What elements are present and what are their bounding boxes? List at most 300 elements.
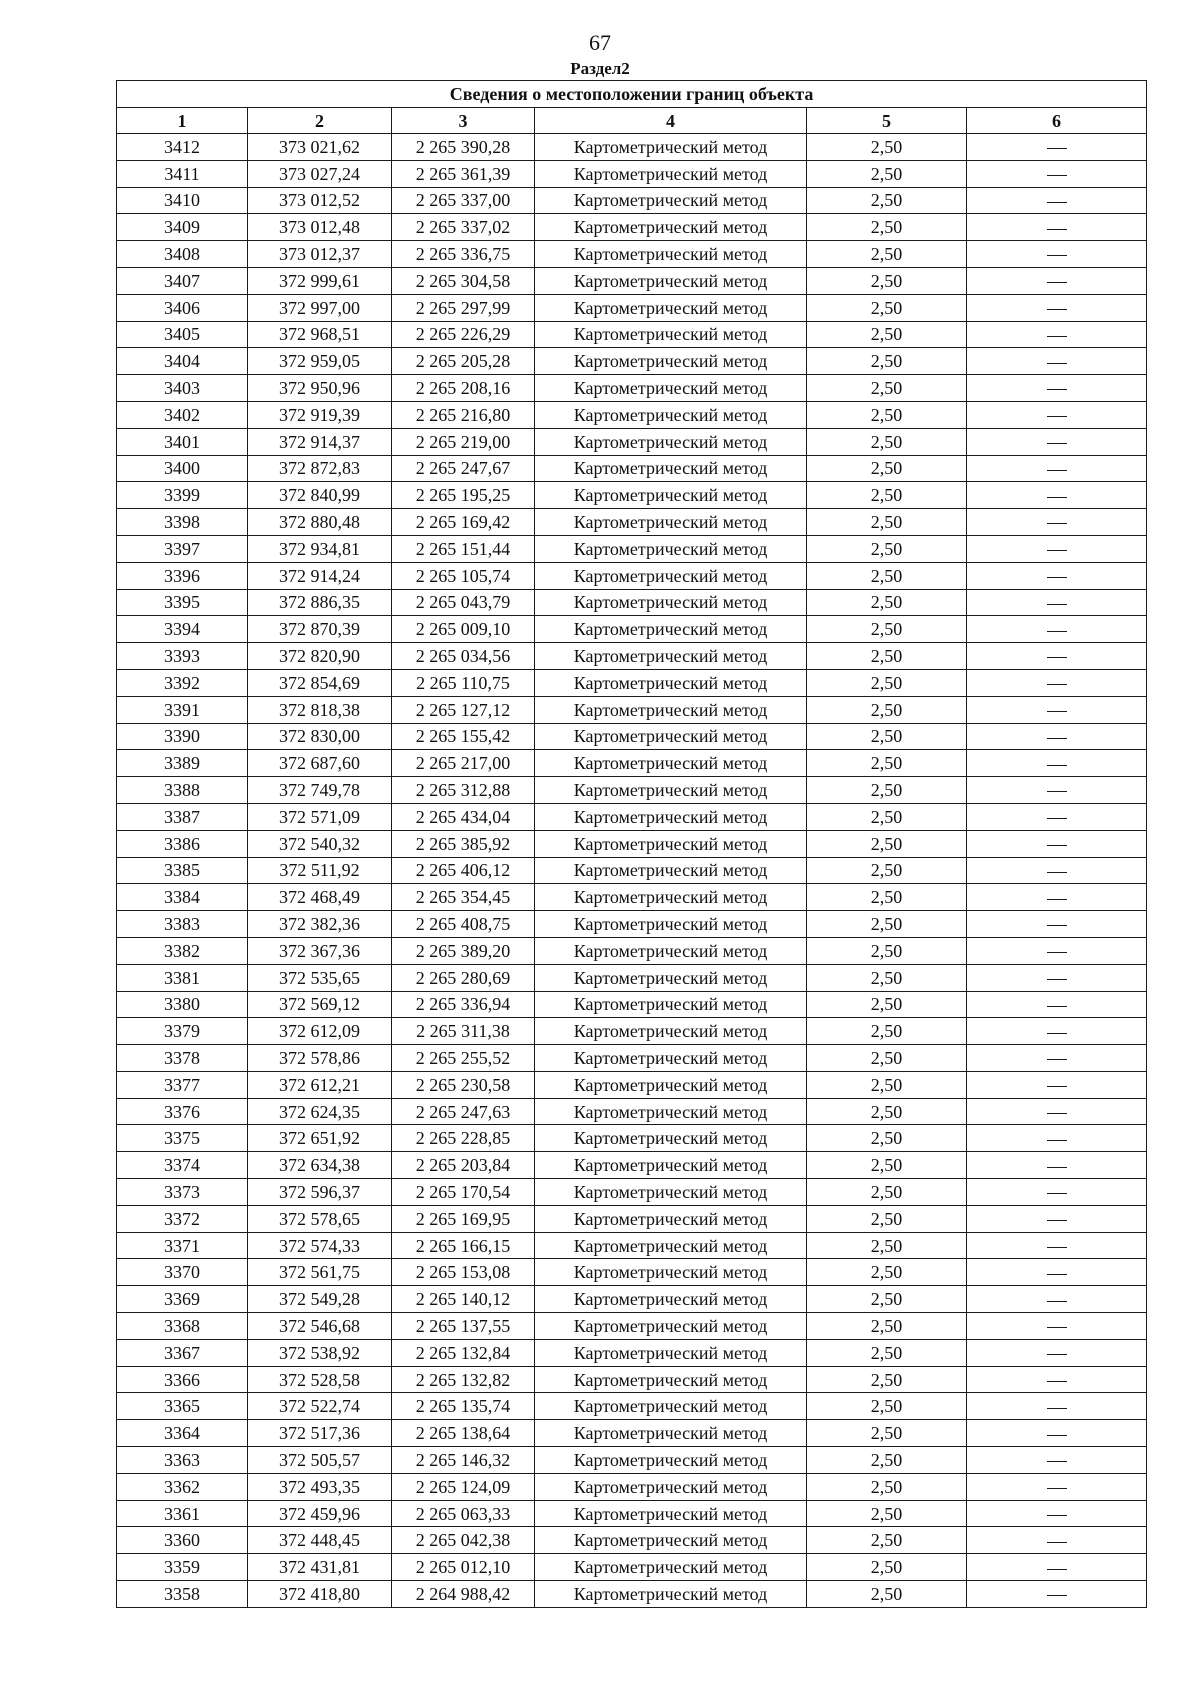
point-number-cell: 3387 xyxy=(117,803,248,830)
table-row xyxy=(117,696,1147,723)
em-dash-icon xyxy=(1047,336,1067,337)
em-dash-icon xyxy=(1047,1327,1067,1328)
accuracy-cell: 2,50 xyxy=(807,241,967,268)
description-cell xyxy=(967,1473,1147,1500)
method-cell: Картометрический метод xyxy=(535,375,807,402)
point-number-cell: 3394 xyxy=(117,616,248,643)
table-row xyxy=(117,643,1147,670)
accuracy-cell: 2,50 xyxy=(807,1366,967,1393)
point-number-cell: 3383 xyxy=(117,911,248,938)
point-number-cell: 3377 xyxy=(117,1071,248,1098)
table-row xyxy=(117,1232,1147,1259)
description-cell xyxy=(967,964,1147,991)
description-cell xyxy=(967,1152,1147,1179)
accuracy-cell: 2,50 xyxy=(807,214,967,241)
table-row xyxy=(117,1339,1147,1366)
y-coordinate-cell: 2 265 170,54 xyxy=(392,1179,535,1206)
accuracy-cell: 2,50 xyxy=(807,321,967,348)
em-dash-icon xyxy=(1047,363,1067,364)
column-number: 6 xyxy=(967,108,1147,134)
x-coordinate-cell: 372 382,36 xyxy=(248,911,392,938)
method-cell: Картометрический метод xyxy=(535,1500,807,1527)
method-cell: Картометрический метод xyxy=(535,1473,807,1500)
y-coordinate-cell: 2 265 063,33 xyxy=(392,1500,535,1527)
em-dash-icon xyxy=(1047,952,1067,953)
y-coordinate-cell: 2 265 311,38 xyxy=(392,1018,535,1045)
x-coordinate-cell: 372 517,36 xyxy=(248,1420,392,1447)
point-number-cell: 3396 xyxy=(117,562,248,589)
x-coordinate-cell: 372 818,38 xyxy=(248,696,392,723)
point-number-cell: 3403 xyxy=(117,375,248,402)
y-coordinate-cell: 2 265 385,92 xyxy=(392,830,535,857)
y-coordinate-cell: 2 265 166,15 xyxy=(392,1232,535,1259)
accuracy-cell: 2,50 xyxy=(807,1179,967,1206)
point-number-cell: 3358 xyxy=(117,1581,248,1608)
x-coordinate-cell: 373 021,62 xyxy=(248,134,392,161)
y-coordinate-cell: 2 265 137,55 xyxy=(392,1313,535,1340)
accuracy-cell: 2,50 xyxy=(807,1125,967,1152)
method-cell: Картометрический метод xyxy=(535,1045,807,1072)
method-cell: Картометрический метод xyxy=(535,1339,807,1366)
table-row xyxy=(117,1286,1147,1313)
point-number-cell: 3363 xyxy=(117,1447,248,1474)
accuracy-cell: 2,50 xyxy=(807,696,967,723)
table-row xyxy=(117,401,1147,428)
x-coordinate-cell: 372 749,78 xyxy=(248,777,392,804)
accuracy-cell: 2,50 xyxy=(807,1045,967,1072)
y-coordinate-cell: 2 265 361,39 xyxy=(392,160,535,187)
y-coordinate-cell: 2 265 138,64 xyxy=(392,1420,535,1447)
table-row xyxy=(117,562,1147,589)
description-cell xyxy=(967,589,1147,616)
table-row xyxy=(117,187,1147,214)
table-row xyxy=(117,1259,1147,1286)
point-number-cell: 3375 xyxy=(117,1125,248,1152)
description-cell xyxy=(967,267,1147,294)
em-dash-icon xyxy=(1047,202,1067,203)
y-coordinate-cell: 2 265 151,44 xyxy=(392,535,535,562)
method-cell: Картометрический метод xyxy=(535,160,807,187)
description-cell xyxy=(967,1420,1147,1447)
table-row xyxy=(117,509,1147,536)
x-coordinate-cell: 372 549,28 xyxy=(248,1286,392,1313)
em-dash-icon xyxy=(1047,631,1067,632)
y-coordinate-cell: 2 265 226,29 xyxy=(392,321,535,348)
y-coordinate-cell: 2 265 406,12 xyxy=(392,857,535,884)
table-row xyxy=(117,160,1147,187)
accuracy-cell: 2,50 xyxy=(807,401,967,428)
method-cell: Картометрический метод xyxy=(535,964,807,991)
em-dash-icon xyxy=(1047,1193,1067,1194)
point-number-cell: 3393 xyxy=(117,643,248,670)
em-dash-icon xyxy=(1047,1167,1067,1168)
point-number-cell: 3397 xyxy=(117,535,248,562)
table-row xyxy=(117,589,1147,616)
x-coordinate-cell: 372 624,35 xyxy=(248,1098,392,1125)
accuracy-cell: 2,50 xyxy=(807,1500,967,1527)
table-row xyxy=(117,428,1147,455)
method-cell: Картометрический метод xyxy=(535,750,807,777)
point-number-cell: 3368 xyxy=(117,1313,248,1340)
table-row xyxy=(117,884,1147,911)
method-cell: Картометрический метод xyxy=(535,1447,807,1474)
em-dash-icon xyxy=(1047,470,1067,471)
description-cell xyxy=(967,1393,1147,1420)
x-coordinate-cell: 372 546,68 xyxy=(248,1313,392,1340)
x-coordinate-cell: 372 687,60 xyxy=(248,750,392,777)
table-row xyxy=(117,321,1147,348)
y-coordinate-cell: 2 264 988,42 xyxy=(392,1581,535,1608)
y-coordinate-cell: 2 265 110,75 xyxy=(392,669,535,696)
description-cell xyxy=(967,1179,1147,1206)
em-dash-icon xyxy=(1047,791,1067,792)
em-dash-icon xyxy=(1047,1033,1067,1034)
method-cell: Картометрический метод xyxy=(535,1554,807,1581)
method-cell: Картометрический метод xyxy=(535,643,807,670)
y-coordinate-cell: 2 265 434,04 xyxy=(392,803,535,830)
x-coordinate-cell: 372 571,09 xyxy=(248,803,392,830)
description-cell xyxy=(967,428,1147,455)
accuracy-cell: 2,50 xyxy=(807,348,967,375)
description-cell xyxy=(967,1018,1147,1045)
description-cell xyxy=(967,1286,1147,1313)
point-number-cell: 3384 xyxy=(117,884,248,911)
accuracy-cell: 2,50 xyxy=(807,1527,967,1554)
point-number-cell: 3381 xyxy=(117,964,248,991)
accuracy-cell: 2,50 xyxy=(807,803,967,830)
accuracy-cell: 2,50 xyxy=(807,1098,967,1125)
method-cell: Картометрический метод xyxy=(535,1125,807,1152)
method-cell: Картометрический метод xyxy=(535,669,807,696)
method-cell: Картометрический метод xyxy=(535,1071,807,1098)
table-row xyxy=(117,1179,1147,1206)
table-row xyxy=(117,1125,1147,1152)
x-coordinate-cell: 372 997,00 xyxy=(248,294,392,321)
description-cell xyxy=(967,482,1147,509)
point-number-cell: 3400 xyxy=(117,455,248,482)
method-cell: Картометрический метод xyxy=(535,616,807,643)
point-number-cell: 3391 xyxy=(117,696,248,723)
accuracy-cell: 2,50 xyxy=(807,509,967,536)
accuracy-cell: 2,50 xyxy=(807,535,967,562)
x-coordinate-cell: 372 820,90 xyxy=(248,643,392,670)
description-cell xyxy=(967,750,1147,777)
table-row xyxy=(117,455,1147,482)
description-cell xyxy=(967,455,1147,482)
x-coordinate-cell: 372 999,61 xyxy=(248,267,392,294)
table-row xyxy=(117,348,1147,375)
em-dash-icon xyxy=(1047,1488,1067,1489)
point-number-cell: 3408 xyxy=(117,241,248,268)
method-cell: Картометрический метод xyxy=(535,589,807,616)
em-dash-icon xyxy=(1047,577,1067,578)
accuracy-cell: 2,50 xyxy=(807,1071,967,1098)
method-cell: Картометрический метод xyxy=(535,187,807,214)
accuracy-cell: 2,50 xyxy=(807,1339,967,1366)
point-number-cell: 3398 xyxy=(117,509,248,536)
description-cell xyxy=(967,562,1147,589)
description-cell xyxy=(967,937,1147,964)
em-dash-icon xyxy=(1047,1381,1067,1382)
description-cell xyxy=(967,1125,1147,1152)
point-number-cell: 3366 xyxy=(117,1366,248,1393)
y-coordinate-cell: 2 265 280,69 xyxy=(392,964,535,991)
point-number-cell: 3386 xyxy=(117,830,248,857)
point-number-cell: 3411 xyxy=(117,160,248,187)
y-coordinate-cell: 2 265 255,52 xyxy=(392,1045,535,1072)
method-cell: Картометрический метод xyxy=(535,134,807,161)
y-coordinate-cell: 2 265 140,12 xyxy=(392,1286,535,1313)
description-cell xyxy=(967,535,1147,562)
column-number: 3 xyxy=(392,108,535,134)
method-cell: Картометрический метод xyxy=(535,241,807,268)
x-coordinate-cell: 372 651,92 xyxy=(248,1125,392,1152)
table-row xyxy=(117,1098,1147,1125)
point-number-cell: 3385 xyxy=(117,857,248,884)
table-row xyxy=(117,375,1147,402)
y-coordinate-cell: 2 265 034,56 xyxy=(392,643,535,670)
em-dash-icon xyxy=(1047,899,1067,900)
table-row xyxy=(117,616,1147,643)
description-cell xyxy=(967,1045,1147,1072)
description-cell xyxy=(967,1259,1147,1286)
method-cell: Картометрический метод xyxy=(535,455,807,482)
method-cell: Картометрический метод xyxy=(535,937,807,964)
method-cell: Картометрический метод xyxy=(535,428,807,455)
accuracy-cell: 2,50 xyxy=(807,134,967,161)
y-coordinate-cell: 2 265 312,88 xyxy=(392,777,535,804)
accuracy-cell: 2,50 xyxy=(807,1420,967,1447)
x-coordinate-cell: 372 968,51 xyxy=(248,321,392,348)
table-row xyxy=(117,991,1147,1018)
point-number-cell: 3392 xyxy=(117,669,248,696)
accuracy-cell: 2,50 xyxy=(807,991,967,1018)
em-dash-icon xyxy=(1047,711,1067,712)
description-cell xyxy=(967,401,1147,428)
column-number: 2 xyxy=(248,108,392,134)
point-number-cell: 3405 xyxy=(117,321,248,348)
description-cell xyxy=(967,696,1147,723)
table-row xyxy=(117,1045,1147,1072)
x-coordinate-cell: 372 934,81 xyxy=(248,535,392,562)
table-row xyxy=(117,723,1147,750)
x-coordinate-cell: 372 569,12 xyxy=(248,991,392,1018)
table-row xyxy=(117,777,1147,804)
method-cell: Картометрический метод xyxy=(535,1018,807,1045)
method-cell: Картометрический метод xyxy=(535,1152,807,1179)
x-coordinate-cell: 372 522,74 xyxy=(248,1393,392,1420)
method-cell: Картометрический метод xyxy=(535,911,807,938)
x-coordinate-cell: 372 959,05 xyxy=(248,348,392,375)
description-cell xyxy=(967,187,1147,214)
accuracy-cell: 2,50 xyxy=(807,455,967,482)
description-cell xyxy=(967,911,1147,938)
y-coordinate-cell: 2 265 389,20 xyxy=(392,937,535,964)
em-dash-icon xyxy=(1047,497,1067,498)
description-cell xyxy=(967,1527,1147,1554)
accuracy-cell: 2,50 xyxy=(807,1393,967,1420)
em-dash-icon xyxy=(1047,1006,1067,1007)
x-coordinate-cell: 372 919,39 xyxy=(248,401,392,428)
table-row xyxy=(117,134,1147,161)
table-row xyxy=(117,241,1147,268)
y-coordinate-cell: 2 265 247,63 xyxy=(392,1098,535,1125)
x-coordinate-cell: 372 468,49 xyxy=(248,884,392,911)
description-cell xyxy=(967,1581,1147,1608)
y-coordinate-cell: 2 265 336,75 xyxy=(392,241,535,268)
table-row xyxy=(117,535,1147,562)
accuracy-cell: 2,50 xyxy=(807,669,967,696)
point-number-cell: 3404 xyxy=(117,348,248,375)
table-row xyxy=(117,750,1147,777)
table-row xyxy=(117,294,1147,321)
y-coordinate-cell: 2 265 195,25 xyxy=(392,482,535,509)
x-coordinate-cell: 372 634,38 xyxy=(248,1152,392,1179)
table-row xyxy=(117,830,1147,857)
column-number: 5 xyxy=(807,108,967,134)
em-dash-icon xyxy=(1047,1274,1067,1275)
y-coordinate-cell: 2 265 230,58 xyxy=(392,1071,535,1098)
table-row xyxy=(117,964,1147,991)
method-cell: Картометрический метод xyxy=(535,696,807,723)
em-dash-icon xyxy=(1047,872,1067,873)
description-cell xyxy=(967,1232,1147,1259)
method-cell: Картометрический метод xyxy=(535,1393,807,1420)
y-coordinate-cell: 2 265 219,00 xyxy=(392,428,535,455)
accuracy-cell: 2,50 xyxy=(807,1554,967,1581)
x-coordinate-cell: 372 511,92 xyxy=(248,857,392,884)
accuracy-cell: 2,50 xyxy=(807,830,967,857)
accuracy-cell: 2,50 xyxy=(807,482,967,509)
description-cell xyxy=(967,1554,1147,1581)
table-row xyxy=(117,1393,1147,1420)
y-coordinate-cell: 2 265 169,95 xyxy=(392,1205,535,1232)
table-row xyxy=(117,1366,1147,1393)
table-row xyxy=(117,1071,1147,1098)
method-cell: Картометрический метод xyxy=(535,1098,807,1125)
em-dash-icon xyxy=(1047,1140,1067,1141)
table-row xyxy=(117,937,1147,964)
description-cell xyxy=(967,803,1147,830)
accuracy-cell: 2,50 xyxy=(807,643,967,670)
table-row xyxy=(117,1447,1147,1474)
method-cell: Картометрический метод xyxy=(535,348,807,375)
y-coordinate-cell: 2 265 124,09 xyxy=(392,1473,535,1500)
y-coordinate-cell: 2 265 390,28 xyxy=(392,134,535,161)
accuracy-cell: 2,50 xyxy=(807,1152,967,1179)
table-row xyxy=(117,803,1147,830)
y-coordinate-cell: 2 265 153,08 xyxy=(392,1259,535,1286)
table-row xyxy=(117,1205,1147,1232)
accuracy-cell: 2,50 xyxy=(807,884,967,911)
accuracy-cell: 2,50 xyxy=(807,589,967,616)
accuracy-cell: 2,50 xyxy=(807,294,967,321)
boundary-coordinates-table xyxy=(116,80,1147,1608)
x-coordinate-cell: 372 431,81 xyxy=(248,1554,392,1581)
point-number-cell: 3406 xyxy=(117,294,248,321)
point-number-cell: 3360 xyxy=(117,1527,248,1554)
point-number-cell: 3401 xyxy=(117,428,248,455)
x-coordinate-cell: 372 830,00 xyxy=(248,723,392,750)
point-number-cell: 3395 xyxy=(117,589,248,616)
table-row xyxy=(117,1420,1147,1447)
accuracy-cell: 2,50 xyxy=(807,1205,967,1232)
table-row xyxy=(117,1313,1147,1340)
point-number-cell: 3378 xyxy=(117,1045,248,1072)
description-cell xyxy=(967,777,1147,804)
accuracy-cell: 2,50 xyxy=(807,1581,967,1608)
x-coordinate-cell: 373 012,48 xyxy=(248,214,392,241)
description-cell xyxy=(967,857,1147,884)
em-dash-icon xyxy=(1047,845,1067,846)
x-coordinate-cell: 372 886,35 xyxy=(248,589,392,616)
y-coordinate-cell: 2 265 203,84 xyxy=(392,1152,535,1179)
em-dash-icon xyxy=(1047,765,1067,766)
accuracy-cell: 2,50 xyxy=(807,964,967,991)
point-number-cell: 3359 xyxy=(117,1554,248,1581)
description-cell xyxy=(967,830,1147,857)
point-number-cell: 3402 xyxy=(117,401,248,428)
description-cell xyxy=(967,1500,1147,1527)
em-dash-icon xyxy=(1047,309,1067,310)
method-cell: Картометрический метод xyxy=(535,991,807,1018)
x-coordinate-cell: 372 840,99 xyxy=(248,482,392,509)
x-coordinate-cell: 372 528,58 xyxy=(248,1366,392,1393)
method-cell: Картометрический метод xyxy=(535,321,807,348)
point-number-cell: 3388 xyxy=(117,777,248,804)
point-number-cell: 3390 xyxy=(117,723,248,750)
accuracy-cell: 2,50 xyxy=(807,937,967,964)
y-coordinate-cell: 2 265 336,94 xyxy=(392,991,535,1018)
y-coordinate-cell: 2 265 337,00 xyxy=(392,187,535,214)
method-cell: Картометрический метод xyxy=(535,401,807,428)
point-number-cell: 3379 xyxy=(117,1018,248,1045)
section-title: Раздел2 xyxy=(570,59,630,78)
em-dash-icon xyxy=(1047,416,1067,417)
page-number: 67 xyxy=(589,30,611,55)
y-coordinate-cell: 2 265 297,99 xyxy=(392,294,535,321)
point-number-cell: 3389 xyxy=(117,750,248,777)
em-dash-icon xyxy=(1047,1301,1067,1302)
method-cell: Картометрический метод xyxy=(535,535,807,562)
x-coordinate-cell: 373 027,24 xyxy=(248,160,392,187)
method-cell: Картометрический метод xyxy=(535,1420,807,1447)
x-coordinate-cell: 372 418,80 xyxy=(248,1581,392,1608)
method-cell: Картометрический метод xyxy=(535,1232,807,1259)
em-dash-icon xyxy=(1047,1059,1067,1060)
point-number-cell: 3365 xyxy=(117,1393,248,1420)
point-number-cell: 3407 xyxy=(117,267,248,294)
table-caption-row xyxy=(117,81,1147,108)
em-dash-icon xyxy=(1047,443,1067,444)
accuracy-cell: 2,50 xyxy=(807,616,967,643)
y-coordinate-cell: 2 265 408,75 xyxy=(392,911,535,938)
accuracy-cell: 2,50 xyxy=(807,1259,967,1286)
y-coordinate-cell: 2 265 217,00 xyxy=(392,750,535,777)
column-number: 1 xyxy=(117,108,248,134)
accuracy-cell: 2,50 xyxy=(807,1286,967,1313)
method-cell: Картометрический метод xyxy=(535,509,807,536)
method-cell: Картометрический метод xyxy=(535,777,807,804)
y-coordinate-cell: 2 265 042,38 xyxy=(392,1527,535,1554)
x-coordinate-cell: 372 459,96 xyxy=(248,1500,392,1527)
em-dash-icon xyxy=(1047,1461,1067,1462)
em-dash-icon xyxy=(1047,229,1067,230)
point-number-cell: 3361 xyxy=(117,1500,248,1527)
em-dash-icon xyxy=(1047,604,1067,605)
x-coordinate-cell: 372 574,33 xyxy=(248,1232,392,1259)
y-coordinate-cell: 2 265 247,67 xyxy=(392,455,535,482)
